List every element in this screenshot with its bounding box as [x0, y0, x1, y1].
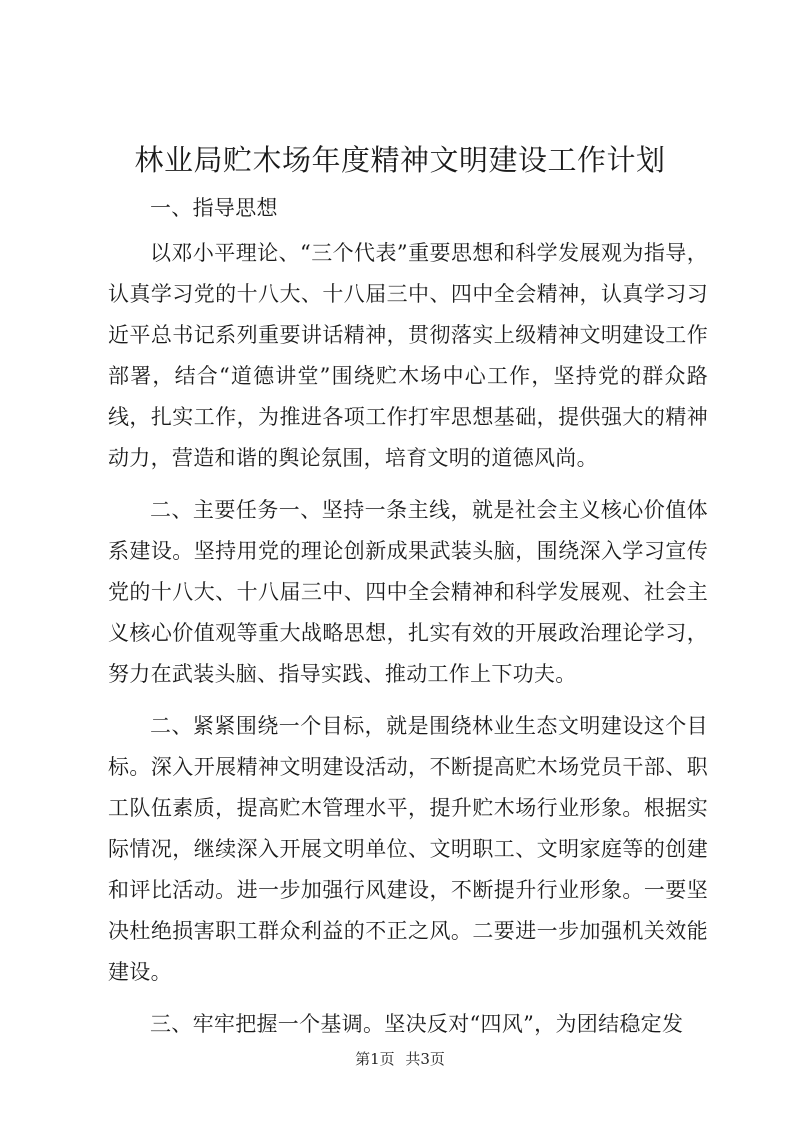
- document-body: [108, 188, 708, 1045]
- paragraph-keynote: 三、牢牢把握一个基调。坚决反对“四风”，为团结稳定发: [150, 1012, 684, 1036]
- section-heading-guiding-thought: 一、指导思想: [150, 196, 278, 220]
- paragraph-target: 二、紧紧围绕一个目标，就是围绕林业生态文明建设这个目标。深入开展精神文明建设活动，不断提高贮木场党员干部、职工队伍素质，提高贮木管理水平，提升贮木场行业形象。根据实际情况，继续深入开展文明单位、文明职工、文明家庭等的创建和评比活动。进一步加强行风建设，不断提升行业形象。一要坚决杜绝损害职工群众利益的不正之风。二要进一步加强机关效能建设。: [108, 714, 708, 984]
- paragraph-main-tasks: 二、主要任务一、坚持一条主线，就是社会主义核心价值体系建设。坚持用党的理论创新成果武装头脑，围绕深入学习宣传党的十八大、十八届三中、四中全会精神和科学发展观、社会主义核心价值观等重大战略思想，扎实有效的开展政治理论学习，努力在武装头脑、指导实践、推动工作上下功夫。: [108, 498, 708, 686]
- page-number: 第1页: [355, 1050, 395, 1068]
- paragraph-guiding-thought: 以邓小平理论、“三个代表”重要思想和科学发展观为指导，认真学习党的十八大、十八届三中、四中全会精神，认真学习习近平总书记系列重要讲话精神，贯彻落实上级精神文明建设工作部署，结合“道德讲堂”围绕贮木场中心工作，坚持党的群众路线，扎实工作，为推进各项工作打牢思想基础，提供强大的精神动力，营造和谐的舆论氛围，培育文明的道德风尚。: [108, 241, 708, 470]
- document-title: 林业局贮木场年度精神文明建设工作计划: [134, 143, 666, 177]
- page-total: 共3页: [405, 1050, 445, 1068]
- page-footer: [0, 1048, 800, 1070]
